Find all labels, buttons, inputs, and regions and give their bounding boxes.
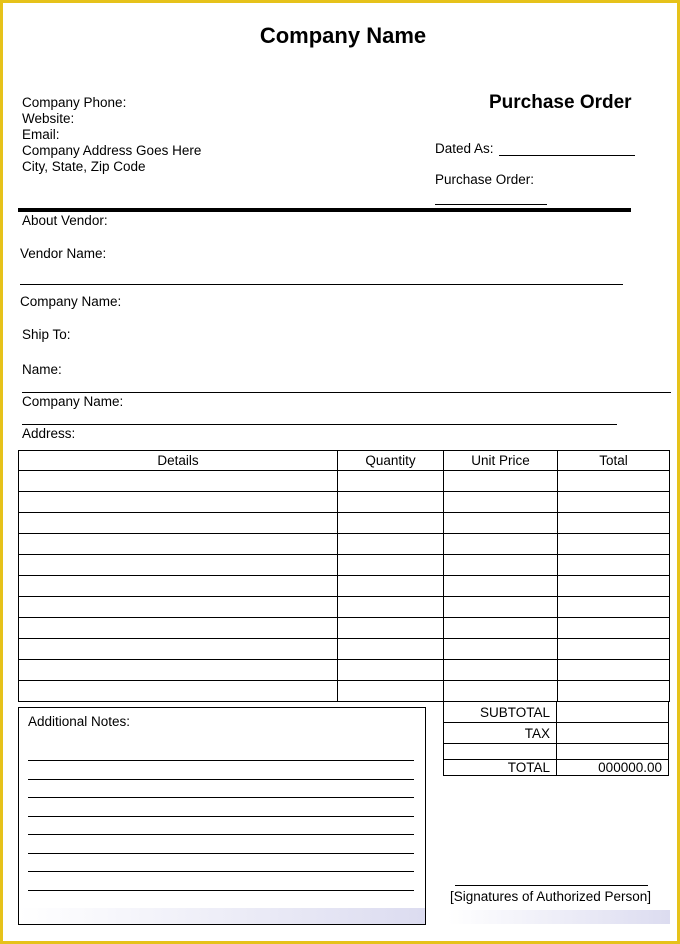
cell-quantity[interactable]	[338, 555, 444, 576]
note-line[interactable]	[28, 816, 414, 817]
cell-unit-price[interactable]	[444, 513, 558, 534]
cell-total[interactable]	[558, 618, 670, 639]
cell-details[interactable]	[19, 597, 338, 618]
tax-value-cell[interactable]	[557, 723, 669, 744]
cell-quantity[interactable]	[338, 534, 444, 555]
cell-total[interactable]	[558, 576, 670, 597]
purchase-order-field[interactable]	[435, 204, 547, 205]
ship-to-company-field[interactable]	[22, 424, 617, 425]
cell-quantity[interactable]	[338, 492, 444, 513]
table-row	[19, 471, 670, 492]
note-line[interactable]	[28, 760, 414, 761]
cell-total[interactable]	[558, 555, 670, 576]
totals-table	[443, 701, 669, 776]
cell-details[interactable]	[19, 639, 338, 660]
note-line[interactable]	[28, 834, 414, 835]
note-line[interactable]	[28, 779, 414, 780]
cell-details[interactable]	[19, 681, 338, 702]
cell-quantity[interactable]	[338, 471, 444, 492]
cell-unit-price[interactable]	[444, 555, 558, 576]
cell-details[interactable]	[19, 471, 338, 492]
signature-shading	[448, 910, 670, 924]
cell-total[interactable]	[558, 534, 670, 555]
purchase-order-label: Purchase Order:	[435, 172, 535, 187]
total-value[interactable]: 000000.00	[557, 760, 669, 776]
table-row	[19, 492, 670, 513]
website-label: Website:	[22, 111, 75, 126]
column-header-unit-price: Unit Price	[444, 451, 558, 471]
cell-quantity[interactable]	[338, 513, 444, 534]
note-line[interactable]	[28, 890, 414, 891]
total-row	[444, 760, 669, 776]
cell-details[interactable]	[19, 534, 338, 555]
column-header-quantity: Quantity	[338, 451, 444, 471]
cell-quantity[interactable]	[338, 618, 444, 639]
notes-box-shading	[19, 908, 425, 924]
total-label: TOTAL	[444, 760, 557, 776]
cell-unit-price[interactable]	[444, 492, 558, 513]
ship-to-company-name-label: Company Name:	[22, 394, 124, 409]
company-phone-label: Company Phone:	[22, 95, 127, 110]
cell-unit-price[interactable]	[444, 576, 558, 597]
cell-total[interactable]	[558, 471, 670, 492]
ship-to-name-label: Name:	[22, 362, 62, 377]
column-header-details: Details	[19, 451, 338, 471]
cell-unit-price[interactable]	[444, 639, 558, 660]
additional-notes-label: Additional Notes:	[28, 714, 131, 729]
signature-label: [Signatures of Authorized Person]	[449, 889, 652, 904]
cell-total[interactable]	[558, 681, 670, 702]
cell-total[interactable]	[558, 660, 670, 681]
dated-as-label: Dated As:	[435, 141, 494, 156]
cell-unit-price[interactable]	[444, 681, 558, 702]
email-label: Email:	[22, 127, 60, 142]
table-row	[19, 681, 670, 702]
note-line[interactable]	[28, 853, 414, 854]
column-header-total: Total	[558, 451, 670, 471]
table-row	[19, 618, 670, 639]
cell-total[interactable]	[558, 492, 670, 513]
city-state-zip-line: City, State, Zip Code	[22, 159, 146, 174]
tax-label: TAX	[444, 723, 557, 744]
table-row	[19, 534, 670, 555]
table-row	[19, 513, 670, 534]
cell-details[interactable]	[19, 660, 338, 681]
cell-quantity[interactable]	[338, 597, 444, 618]
cell-total[interactable]	[558, 639, 670, 660]
table-row	[19, 576, 670, 597]
about-vendor-label: About Vendor:	[22, 213, 108, 228]
purchase-order-title: Purchase Order	[489, 92, 632, 113]
vendor-name-field[interactable]	[20, 284, 623, 285]
signature-line[interactable]	[455, 885, 648, 886]
table-row	[19, 639, 670, 660]
cell-total[interactable]	[558, 597, 670, 618]
note-line[interactable]	[28, 797, 414, 798]
subtotal-value-cell[interactable]	[557, 702, 669, 723]
vendor-name-label: Vendor Name:	[20, 246, 107, 261]
cell-details[interactable]	[19, 555, 338, 576]
ship-to-address-label: Address:	[22, 426, 76, 441]
items-table	[18, 450, 670, 702]
cell-unit-price[interactable]	[444, 618, 558, 639]
blank-value-cell[interactable]	[557, 744, 669, 760]
blank-row	[444, 744, 669, 760]
subtotal-label: SUBTOTAL	[444, 702, 557, 723]
note-line[interactable]	[28, 871, 414, 872]
cell-details[interactable]	[19, 492, 338, 513]
cell-quantity[interactable]	[338, 660, 444, 681]
subtotal-row	[444, 702, 669, 723]
company-name-title: Company Name	[259, 23, 427, 48]
items-header-row	[19, 451, 670, 471]
cell-details[interactable]	[19, 618, 338, 639]
table-row	[19, 597, 670, 618]
cell-unit-price[interactable]	[444, 471, 558, 492]
cell-quantity[interactable]	[338, 639, 444, 660]
ship-to-label: Ship To:	[22, 327, 71, 342]
cell-unit-price[interactable]	[444, 597, 558, 618]
cell-details[interactable]	[19, 576, 338, 597]
dated-as-field[interactable]	[499, 155, 635, 156]
cell-quantity[interactable]	[338, 681, 444, 702]
table-row	[19, 555, 670, 576]
ship-to-name-field[interactable]	[22, 392, 671, 393]
cell-unit-price[interactable]	[444, 660, 558, 681]
company-address-line: Company Address Goes Here	[22, 143, 202, 158]
cell-unit-price[interactable]	[444, 534, 558, 555]
company-info-block	[22, 95, 201, 175]
items-body	[19, 471, 670, 702]
vendor-company-name-label: Company Name:	[20, 294, 122, 309]
table-row	[19, 660, 670, 681]
tax-row	[444, 723, 669, 744]
blank-label-cell	[444, 744, 557, 760]
additional-notes-box[interactable]	[18, 707, 426, 925]
cell-details[interactable]	[19, 513, 338, 534]
cell-quantity[interactable]	[338, 576, 444, 597]
header-divider	[18, 208, 631, 212]
cell-total[interactable]	[558, 513, 670, 534]
